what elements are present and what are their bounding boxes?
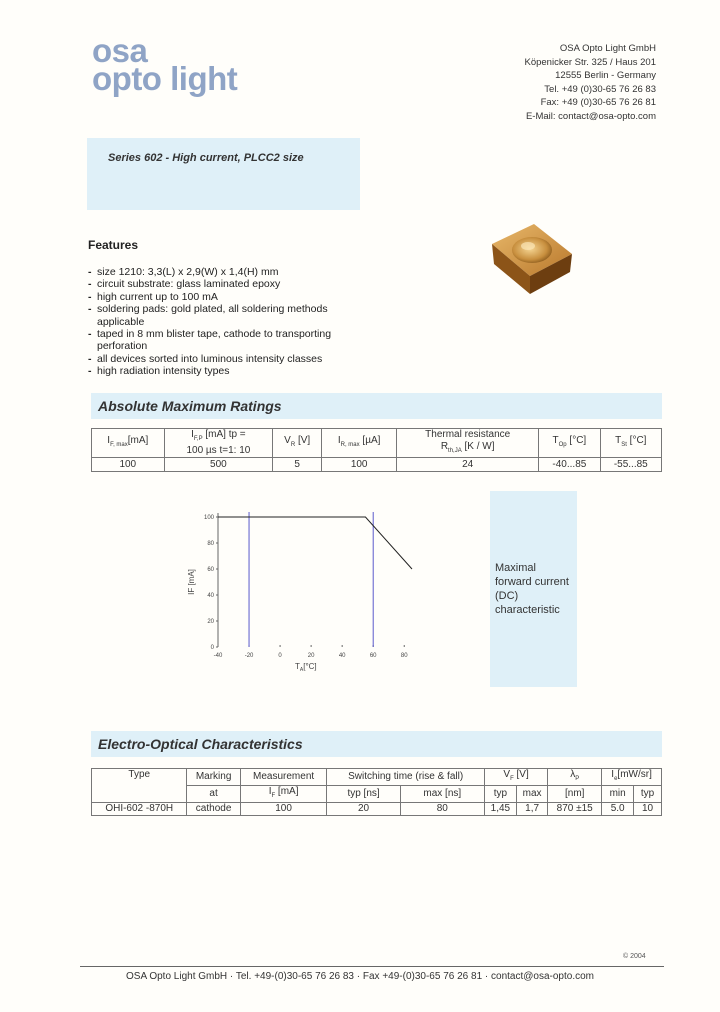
cell: 20 [327, 803, 400, 816]
cell: 100 [240, 803, 327, 816]
cell: 1,45 [484, 803, 516, 816]
x-tick-label: 20 [307, 653, 315, 659]
col-measurement: Measurement [240, 769, 327, 786]
col-marking-at: at [187, 786, 240, 803]
cell: -55...85 [600, 458, 661, 472]
col-vr: $V_R$ [V] [273, 429, 322, 458]
col-switch-max: max [ns] [400, 786, 484, 803]
footer-contact: OSA Opto Light GmbH · Tel. +49-(0)30-65 76 26 83 · Fax +49-(0)30-65 76 26 81 · contact@osa-opto.com [126, 971, 594, 982]
y-tick-label: 0 [210, 645, 214, 651]
x-tick-label: -40 [213, 653, 223, 659]
address-line: Tel. +49 (0)30-65 76 26 83 [544, 83, 656, 95]
logo-light: light [170, 60, 238, 97]
x-tick-label: -20 [244, 653, 254, 659]
led-product-image [488, 214, 578, 298]
logo-opto-light [92, 62, 237, 95]
feature-item: - high radiation intensity types [88, 365, 358, 377]
abs-max-table [91, 428, 662, 472]
cell: 24 [397, 458, 539, 472]
col-if-max: $I_{F, max}[mA]$ [92, 429, 165, 458]
feature-item: - soldering pads: gold plated, all soldering methods applicable [88, 303, 358, 328]
chart-caption: Maximal forward current (DC) characteristic [495, 562, 569, 616]
address-line: E-Mail: contact@osa-opto.com [525, 110, 656, 122]
y-tick-label: 60 [207, 567, 214, 573]
abs-max-title: Absolute Maximum Ratings [98, 398, 282, 414]
col-vf-max: max [516, 786, 547, 803]
logo-opto: opto [92, 60, 162, 97]
cell: 100 [322, 458, 397, 472]
col-ir-max: $I_{R, max}$ [µA] [322, 429, 397, 458]
cell: 80 [400, 803, 484, 816]
col-ifp: $I_{F,P}$ [mA] tp = 100 µs t=1: 10 [164, 429, 273, 458]
x-tick-label: 60 [369, 653, 377, 659]
col-vf-typ: typ [484, 786, 516, 803]
y-axis-label: IF [mA] [187, 569, 196, 595]
y-tick-label: 80 [207, 541, 214, 547]
table-header-row [92, 429, 662, 458]
col-ie: $I_e[mW/sr]$ [602, 769, 662, 786]
feature-item: - taped in 8 mm blister tape, cathode to transporting perforation [88, 328, 358, 353]
company-address [525, 42, 657, 123]
col-thermal: Thermal resistance $R_{th,JA}$ [K / W] [397, 429, 539, 458]
col-type: Type [92, 769, 187, 803]
series-line [218, 517, 412, 569]
col-vf: $V_F$ [V] [484, 769, 547, 786]
cell: cathode [187, 803, 240, 816]
table-row [92, 803, 662, 816]
features-list [88, 266, 358, 378]
col-ie-typ: typ [634, 786, 662, 803]
y-tick-label: 40 [207, 593, 214, 599]
col-lambda: $\lambda_P$ [548, 769, 602, 786]
cell: 5.0 [602, 803, 634, 816]
col-marking: Marking [187, 769, 240, 786]
address-line: Fax: +49 (0)30-65 76 26 81 [540, 97, 656, 108]
col-switching: Switching time (rise & fall) [327, 769, 484, 786]
cell: 500 [164, 458, 273, 472]
table-row [92, 458, 662, 472]
col-meas-if: $I_F$ [mA] [240, 786, 327, 803]
address-line: Köpenicker Str. 325 / Haus 201 [524, 56, 656, 68]
footer-divider [80, 966, 664, 967]
x-axis-label: $T_A[^\circ C]$ [295, 662, 317, 673]
y-tick-label: 20 [207, 619, 214, 625]
electro-table [91, 768, 662, 816]
feature-item: - size 1210: 3,3(L) x 2,9(W) x 1,4(H) mm [88, 266, 358, 278]
table-header-row [92, 769, 662, 786]
address-line: 12555 Berlin - Germany [555, 70, 656, 81]
cell: 870 ±15 [548, 803, 602, 816]
feature-item: - high current up to 100 mA [88, 291, 358, 303]
address-line: OSA Opto Light GmbH [559, 43, 656, 54]
copyright: © 2004 [623, 953, 646, 960]
cell: 1,7 [516, 803, 547, 816]
forward-current-chart [180, 500, 430, 680]
cell: 100 [92, 458, 165, 472]
x-tick-label: 80 [400, 653, 408, 659]
feature-item: - all devices sorted into luminous intensity classes [88, 353, 358, 365]
series-title: Series 602 - High current, PLCC2 size [108, 152, 304, 164]
cell: 10 [634, 803, 662, 816]
series-box [87, 138, 360, 210]
electro-title: Electro-Optical Characteristics [98, 736, 303, 752]
cell: -40...85 [539, 458, 600, 472]
col-lambda-unit: [nm] [548, 786, 602, 803]
logo-osa: osa [92, 32, 148, 69]
col-ie-min: min [602, 786, 634, 803]
x-tick-label: 0 [278, 653, 282, 659]
feature-item: - circuit substrate: glass laminated epoxy [88, 278, 358, 290]
col-top: $T_{Op}$ [°C] [539, 429, 600, 458]
cell: 5 [273, 458, 322, 472]
col-switch-typ: typ [ns] [327, 786, 400, 803]
features-heading: Features [88, 238, 139, 252]
cell: OHI-602 -870H [92, 803, 187, 816]
x-tick-label: 40 [338, 653, 346, 659]
y-tick-label: 100 [203, 515, 214, 521]
col-tst: $T_{St}$ [°C] [600, 429, 661, 458]
